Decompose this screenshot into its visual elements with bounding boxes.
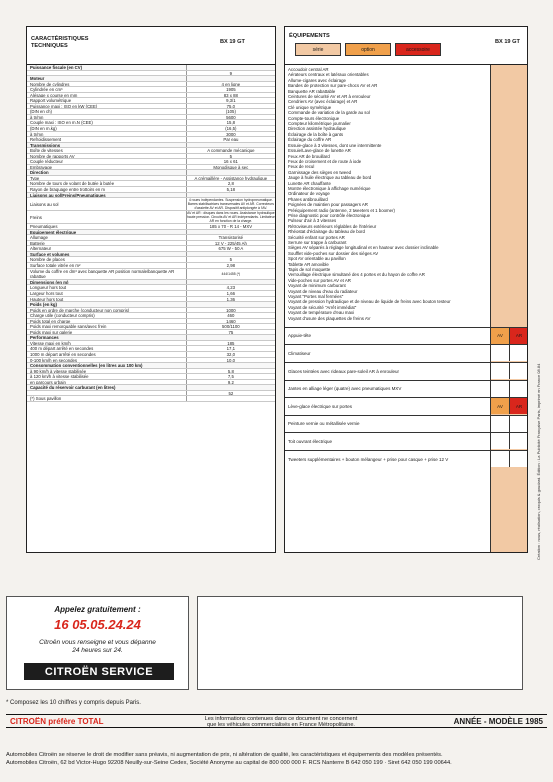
spec-value: 460 xyxy=(186,313,275,318)
equipment-item: Voyant de minimum carburant xyxy=(288,283,346,289)
equipment-item: Cendriers AV (avec éclairage) et AR xyxy=(288,99,358,105)
equipment-item: Tapis de sol moquette xyxy=(288,267,331,273)
promo-text xyxy=(7,639,188,655)
equipment-item: Feux AR de brouillard xyxy=(288,153,330,159)
standard-fill-column xyxy=(490,65,528,552)
equipment-option-row xyxy=(285,327,528,344)
equipment-option-label: Toit ouvrant électrique xyxy=(288,438,333,444)
spec-value: 1,36 xyxy=(186,297,275,302)
equipment-item: Ceintures de sécurité AV et AR à enrouleur xyxy=(288,94,371,100)
spec-label: Allumage xyxy=(30,235,48,240)
spec-label: Alternateur xyxy=(30,246,52,251)
specs-rows xyxy=(27,65,275,402)
spec-value: 75,0 xyxy=(186,104,275,109)
spec-value: 500/1100 xyxy=(186,324,275,329)
legend-option: option xyxy=(345,43,391,56)
spec-value: 185 xyxy=(186,341,275,346)
spec-value xyxy=(186,385,275,390)
equipment-item: Rétroviseurs extérieurs réglables de l'intérieur xyxy=(288,223,377,229)
spec-label: Direction xyxy=(30,170,49,175)
spec-label: Couple maxi : ISO en m.N (CEE) xyxy=(30,120,93,126)
dealer-stamp-box xyxy=(197,596,523,690)
spec-label: Freins xyxy=(30,214,42,220)
equipment-item: Bandes de protection sur pare-chocs AV et AR xyxy=(288,83,378,89)
spec-value: 5,8 xyxy=(186,369,275,374)
option-mark-cell xyxy=(490,381,509,397)
equipment-item: Verrouillage électrique simultané des 4 portes et du hayon de coffre AR xyxy=(288,272,425,278)
spec-label: Puissance fiscale (en CV) xyxy=(30,65,83,70)
spec-label: à 90 km/h à vitesse stabilisée xyxy=(30,368,87,374)
option-mark-cell xyxy=(509,363,528,379)
option-mark-cell xyxy=(490,416,509,432)
equipment-item: Commande de variation de la garde au sol xyxy=(288,110,370,116)
spec-value: (16,5) xyxy=(186,126,275,131)
brand-logo: CITROËN préfère TOTAL xyxy=(10,717,104,726)
equipment-item: Tablette AR amovible xyxy=(288,261,329,267)
equipment-item: Sièges AV séparés à réglage longitudinal et en hauteur avec dossier inclinable xyxy=(288,245,439,251)
spec-value: 4,23 xyxy=(186,285,275,290)
equipment-item: Voyant de sécurité "Arrêt immédiat" xyxy=(288,304,357,310)
spec-label: Poids en ordre de marche (conducteur non compris) xyxy=(30,307,130,313)
spec-value: (105) xyxy=(186,109,275,114)
spec-label: 1000 m départ arrêté en secondes xyxy=(30,352,96,357)
market-info-line1: Les informations contenues dans ce document ne concernent xyxy=(204,716,358,722)
equipment-option-label: Glaces teintées avec rideaux pare-soleil AR à enrouleur xyxy=(288,368,400,374)
equipment-item: Essuie/Lave-glace de lunette AR xyxy=(288,148,351,154)
equipment-item: Serrure sur trappe à carburant xyxy=(288,240,347,245)
spec-label: Surface et volumes xyxy=(30,251,70,257)
equipment-item: Pulseur d'air à 3 vitesses xyxy=(288,218,337,224)
equipment-item: Voyant de température d'eau maxi xyxy=(288,310,355,316)
spec-label: 0-100 km/h en secondes xyxy=(30,357,78,363)
spec-value xyxy=(186,363,275,368)
model-year: ANNÉE - MODÈLE 1985 xyxy=(453,717,543,726)
equipment-item: Jauge à huile électrique au tableau de bord xyxy=(288,175,372,181)
spec-label: Pneumatiques xyxy=(30,224,58,229)
option-mark-cell: AV xyxy=(490,328,509,344)
spec-value: Transistorisé xyxy=(186,235,275,240)
spec-value: 9,2 xyxy=(186,380,275,385)
equipment-item: Prise diagnostic pour contrôle électronique xyxy=(288,212,371,218)
spec-value: 675 W - 50 A xyxy=(186,246,275,251)
spec-value xyxy=(186,230,275,235)
spec-value xyxy=(186,143,275,148)
citroen-service-logo: CITROËN SERVICE xyxy=(24,663,174,680)
market-info-line2: que les véhicules commercialisés en France Métropolitaine. xyxy=(207,722,355,728)
spec-label: Vitesse maxi en km/h xyxy=(30,340,71,346)
spec-value: AV et AR : disques dans les roues. Assistance hydraulique haute pression. Circuits AV et AR indépendants. Limitateur AR en fonction de la charge. xyxy=(186,211,275,224)
spec-value xyxy=(186,76,275,81)
option-mark-cell xyxy=(509,451,528,467)
spec-row xyxy=(27,211,275,224)
specs-model-label: BX 19 GT xyxy=(220,39,245,45)
spec-label: Charge utile (conducteur compris) xyxy=(30,313,95,318)
spec-value: 17,1 xyxy=(186,346,275,351)
equipment-item: Montre électronique à affichage numérique xyxy=(288,185,371,191)
spec-value: A crémaillère - Assistance hydraulique xyxy=(186,176,275,181)
spec-label: Rapport volumétrique xyxy=(30,98,72,103)
spec-label: Couple réducteur xyxy=(30,159,63,164)
spec-label: Embrayage xyxy=(30,164,52,170)
spec-label: Liaisons au sol xyxy=(30,201,59,207)
spec-label: Rayon de braquage entre trottoirs en m xyxy=(30,187,106,192)
equipment-option-row xyxy=(285,344,528,361)
spec-label: Moteur xyxy=(30,76,45,81)
spec-label: (DIN en ch) xyxy=(30,109,52,114)
spec-value: 2,98 xyxy=(186,263,275,268)
spec-label: Capacité du réservoir carburant (en litres) xyxy=(30,385,116,390)
spec-value: 12 V - 225/45 Ah xyxy=(186,241,275,246)
spec-value: 1000 xyxy=(186,308,275,313)
equipment-item: Voyant d'usure des plaquettes de freins AV xyxy=(288,315,371,321)
equipment-option-label: Climatiseur xyxy=(288,350,311,356)
option-mark-cell xyxy=(490,451,509,467)
equipment-option-label: Tweeters supplémentaires + bouton mélangeur + prise pour casque + prise 12 V xyxy=(288,456,449,462)
option-mark-cell xyxy=(509,433,528,449)
spec-value: 5 xyxy=(186,154,275,159)
equipment-item: Aérateurs centraux et latéraux orientables xyxy=(288,72,369,78)
spec-value: 15,8 xyxy=(186,120,275,125)
equipment-item: Voyant de niveau d'eau du radiateur xyxy=(288,288,358,294)
spec-value xyxy=(186,396,275,401)
equipment-item: Phares antibrouillard xyxy=(288,196,328,202)
dial-footnote: * Composez les 10 chiffres y compris depuis Paris. xyxy=(6,700,141,706)
equipment-item: Banquette AR rabattable xyxy=(288,88,336,94)
equipment-item: Compteur kilométrique journalier xyxy=(288,121,351,127)
equipment-list xyxy=(285,67,490,321)
equipment-item: Rhéostat d'éclairage du tableau de bord xyxy=(288,229,365,235)
spec-label: Cylindrée en cm³ xyxy=(30,87,63,92)
spec-value xyxy=(186,252,275,257)
spec-label: Liaisons au sol/Freins/Pneumatiques xyxy=(30,192,106,198)
spec-label: Nombre de tours de volant de butée à butée xyxy=(30,181,115,187)
promo-line-1: Citroën vous renseigne et vous dépanne xyxy=(39,639,156,646)
equipment-item: Vide-poches sur portes AV et AR xyxy=(288,277,351,283)
spec-value xyxy=(186,193,275,198)
spec-value: Monodisque à sec xyxy=(186,165,275,170)
equipment-item: Lunette AR chauffante xyxy=(288,180,331,186)
technical-specs-table xyxy=(26,26,276,553)
equipment-item: Éclairage du coffre AR xyxy=(288,137,332,143)
spec-value: 5,18 xyxy=(186,187,275,192)
spec-value xyxy=(186,170,275,175)
option-mark-cell xyxy=(490,363,509,379)
spec-label: Hauteur hors tout xyxy=(30,296,64,302)
spec-label: Poids maxi remorquable sans/avec frein xyxy=(30,324,107,329)
option-mark-cell xyxy=(509,416,528,432)
equipment-item: Poignées de maintien pour passagers AR xyxy=(288,202,368,208)
spec-value: 3000 xyxy=(186,132,275,137)
equipment-option-row xyxy=(285,397,528,414)
equipment-item: Spot AV orientable au pavillon xyxy=(288,256,346,262)
legal-line2: Automobiles Citroën, 62 bd Victor-Hugo 92208 Neuilly-sur-Seine Cedex, Société Anonyme au capital de 800 000 000 F. RCS Nanterre B 642 050 199 · Siret 642 050 199 00644. xyxy=(6,760,452,766)
spec-value: 32,0 xyxy=(186,352,275,357)
spec-label: Refroidissement xyxy=(30,137,62,142)
equipment-option-row xyxy=(285,432,528,449)
spec-label: Nombre de rapports AV xyxy=(30,153,75,159)
equipment-item: Garnissage des sièges en tweed xyxy=(288,169,352,175)
spec-label: à tr/mn xyxy=(30,114,44,120)
equipment-option-label: Appuie-tête xyxy=(288,333,312,339)
spec-label: Alésage x course en mm xyxy=(30,92,78,98)
spec-label: 400 m départ arrêté en secondes xyxy=(30,346,94,352)
spec-label: Boîte de vitesses xyxy=(30,148,63,153)
spec-label: Consommation conventionnelles (en litres aux 100 km) xyxy=(30,363,143,368)
specs-title-line2: TECHNIQUES xyxy=(31,42,68,49)
spec-value: 185 x 70 - R 14 - MXV xyxy=(186,224,275,229)
spec-label: Volume du coffre en dm³ avec banquette AR position normale/banquette AR rabattue xyxy=(30,268,175,279)
specs-title xyxy=(31,36,161,49)
spec-label: Poids (en kg) xyxy=(30,302,57,307)
equipment-item: Voyant de pression hydraulique et de niveau de liquide de freins avec bouton testeur xyxy=(288,299,451,305)
promo-phone-number: 16 05.05.24.24 xyxy=(54,617,141,632)
spec-value xyxy=(186,280,275,285)
spec-value: 75 xyxy=(186,330,275,335)
spec-label: Transmissions xyxy=(30,142,61,148)
spec-label: (*) Sous pavillon xyxy=(30,396,62,401)
service-promo-box xyxy=(6,596,189,690)
spec-value: 1905 xyxy=(186,87,275,92)
spec-label: Batterie xyxy=(30,240,45,246)
spec-row xyxy=(27,269,275,280)
equipment-item: Direction assistée hydraulique xyxy=(288,126,346,132)
spec-value: 4 en ligne xyxy=(186,82,275,87)
spec-label xyxy=(27,391,186,396)
equipment-item: Voyant "Portes mal fermées" xyxy=(288,294,344,300)
equipment-item: Éclairage de la boîte à gants xyxy=(288,131,344,137)
equipment-item: Clé unique symétrique xyxy=(288,104,332,110)
spec-value: 1460 xyxy=(186,319,275,324)
equipment-option-row xyxy=(285,362,528,379)
spec-value: Par eau xyxy=(186,137,275,142)
equipment-title: ÉQUIPEMENTS xyxy=(289,33,330,39)
spec-value: 444/1455 (*) xyxy=(186,269,275,279)
legend-accessory: accessoire xyxy=(395,43,441,56)
equipment-option-row xyxy=(285,380,528,397)
spec-label: en parcours urbain xyxy=(30,379,66,385)
spec-value xyxy=(186,65,275,70)
spec-value: 1,66 xyxy=(186,291,275,296)
spec-value xyxy=(186,335,275,340)
spec-row xyxy=(27,396,275,402)
market-info xyxy=(156,716,406,728)
side-credit-text: Création : nous, réalisation, croquis & goudard. Édition : La Publicité Française Paris, imprimé en France 08.84 xyxy=(536,363,541,560)
equipment-option-label: Lève-glace électrique sur portes xyxy=(288,403,353,409)
spec-value: 5600 xyxy=(186,115,275,120)
equipment-item: Prééquipement radio (antenne, 2 tweeters et 1 boomer) xyxy=(288,207,395,213)
equipment-item: Feux de croisement et de route à iode xyxy=(288,158,362,164)
equipment-item: Accoudoir central AR xyxy=(288,67,329,72)
spec-label: Largeur hors tout xyxy=(30,291,63,296)
equipment-model-label: BX 19 GT xyxy=(495,39,520,45)
spec-value: 9,3/1 xyxy=(186,98,275,103)
equipment-item: Allume-cigares avec éclairage xyxy=(288,77,346,83)
equipment-item: Ordinateur de voyage xyxy=(288,191,330,197)
equipment-item: Compte-tours électronique xyxy=(288,115,340,121)
equipment-item: Sécurité enfant sur portes AR xyxy=(288,234,345,240)
spec-label: à 120 km/h à vitesse stabilisée xyxy=(30,374,89,379)
spec-value: 2,8 xyxy=(186,181,275,186)
equipment-table xyxy=(284,26,528,553)
equipment-option-label: Jantes en alliage léger (quatre) avec pneumatiques MXV xyxy=(288,386,402,392)
spec-value: A commande mécanique xyxy=(186,148,275,153)
spec-label: Surface totale vitrée en m² xyxy=(30,262,81,268)
equipment-option-label: Peinture vernie ou métallisée vernie xyxy=(288,421,360,427)
spec-value: 7,5 xyxy=(186,374,275,379)
spec-label: Poids total en charge xyxy=(30,318,71,324)
spec-label: Nombre de cylindres xyxy=(30,81,70,87)
spec-value: 5 xyxy=(186,257,275,262)
spec-label: Poids maxi sur galerie xyxy=(30,329,73,335)
specs-title-line1: CARACTÉRISTIQUES xyxy=(31,36,89,42)
spec-value: 16 x 61 xyxy=(186,159,275,164)
spec-label: Longueur hors tout xyxy=(30,285,67,290)
spec-label: Puissance maxi : ISO en kW (CEE) xyxy=(30,103,98,109)
equipment-item: Soufflet vide-poches sur dossier des sièges AV xyxy=(288,250,379,256)
spec-label: Performances xyxy=(30,335,59,340)
spec-label xyxy=(27,71,186,76)
equipment-header xyxy=(285,27,527,65)
specs-header xyxy=(27,27,275,65)
legal-line1: Automobiles Citroën se réserve le droit de modifier sans préavis, ni augmentation de prix, ni altération de qualité, les caractéristiques et équipements des modèles présentés. xyxy=(6,752,443,758)
spec-label: Type xyxy=(30,175,40,181)
spec-row xyxy=(27,198,275,211)
equipment-option-row xyxy=(285,450,528,467)
legend-standard: série xyxy=(295,43,341,56)
option-mark-cell: AR xyxy=(509,328,528,344)
option-mark-cell xyxy=(490,433,509,449)
spec-value: 10,0 xyxy=(186,358,275,363)
spec-value: 52 xyxy=(186,391,275,396)
option-mark-cell: AV xyxy=(490,398,509,414)
spec-value: 4 roues indépendantes. Suspension hydropneumatique. Barres stabilisatrices transversales AV et AR. Correcteurs d'assiette AV et AR. Dispositif antiplongée à l'AV. xyxy=(186,198,275,210)
spec-label: à tr/mn xyxy=(30,131,44,137)
spec-label: Nombre de places xyxy=(30,257,65,262)
spec-label: Dimensions (en m) xyxy=(30,279,69,285)
option-mark-cell: AR xyxy=(509,398,528,414)
spec-value: 9 xyxy=(186,71,275,76)
equipment-item: Essuie-glace à 3 vitesses, dont une intermittente xyxy=(288,142,382,148)
option-mark-cell xyxy=(509,345,528,361)
promo-heading: Appelez gratuitement : xyxy=(54,605,141,614)
option-mark-cell xyxy=(509,381,528,397)
spec-label: (DIN en m.kg) xyxy=(30,126,57,131)
spec-label: Equipement électrique xyxy=(30,229,77,235)
equipment-item: Feux de recul xyxy=(288,164,315,170)
spec-value: 83 x 88 xyxy=(186,93,275,98)
spec-value xyxy=(186,302,275,307)
promo-line-2: 24 heures sur 24. xyxy=(72,647,123,654)
legal-notice xyxy=(6,751,547,767)
bottom-banner xyxy=(6,714,547,728)
option-mark-cell xyxy=(490,345,509,361)
equipment-option-row xyxy=(285,415,528,432)
